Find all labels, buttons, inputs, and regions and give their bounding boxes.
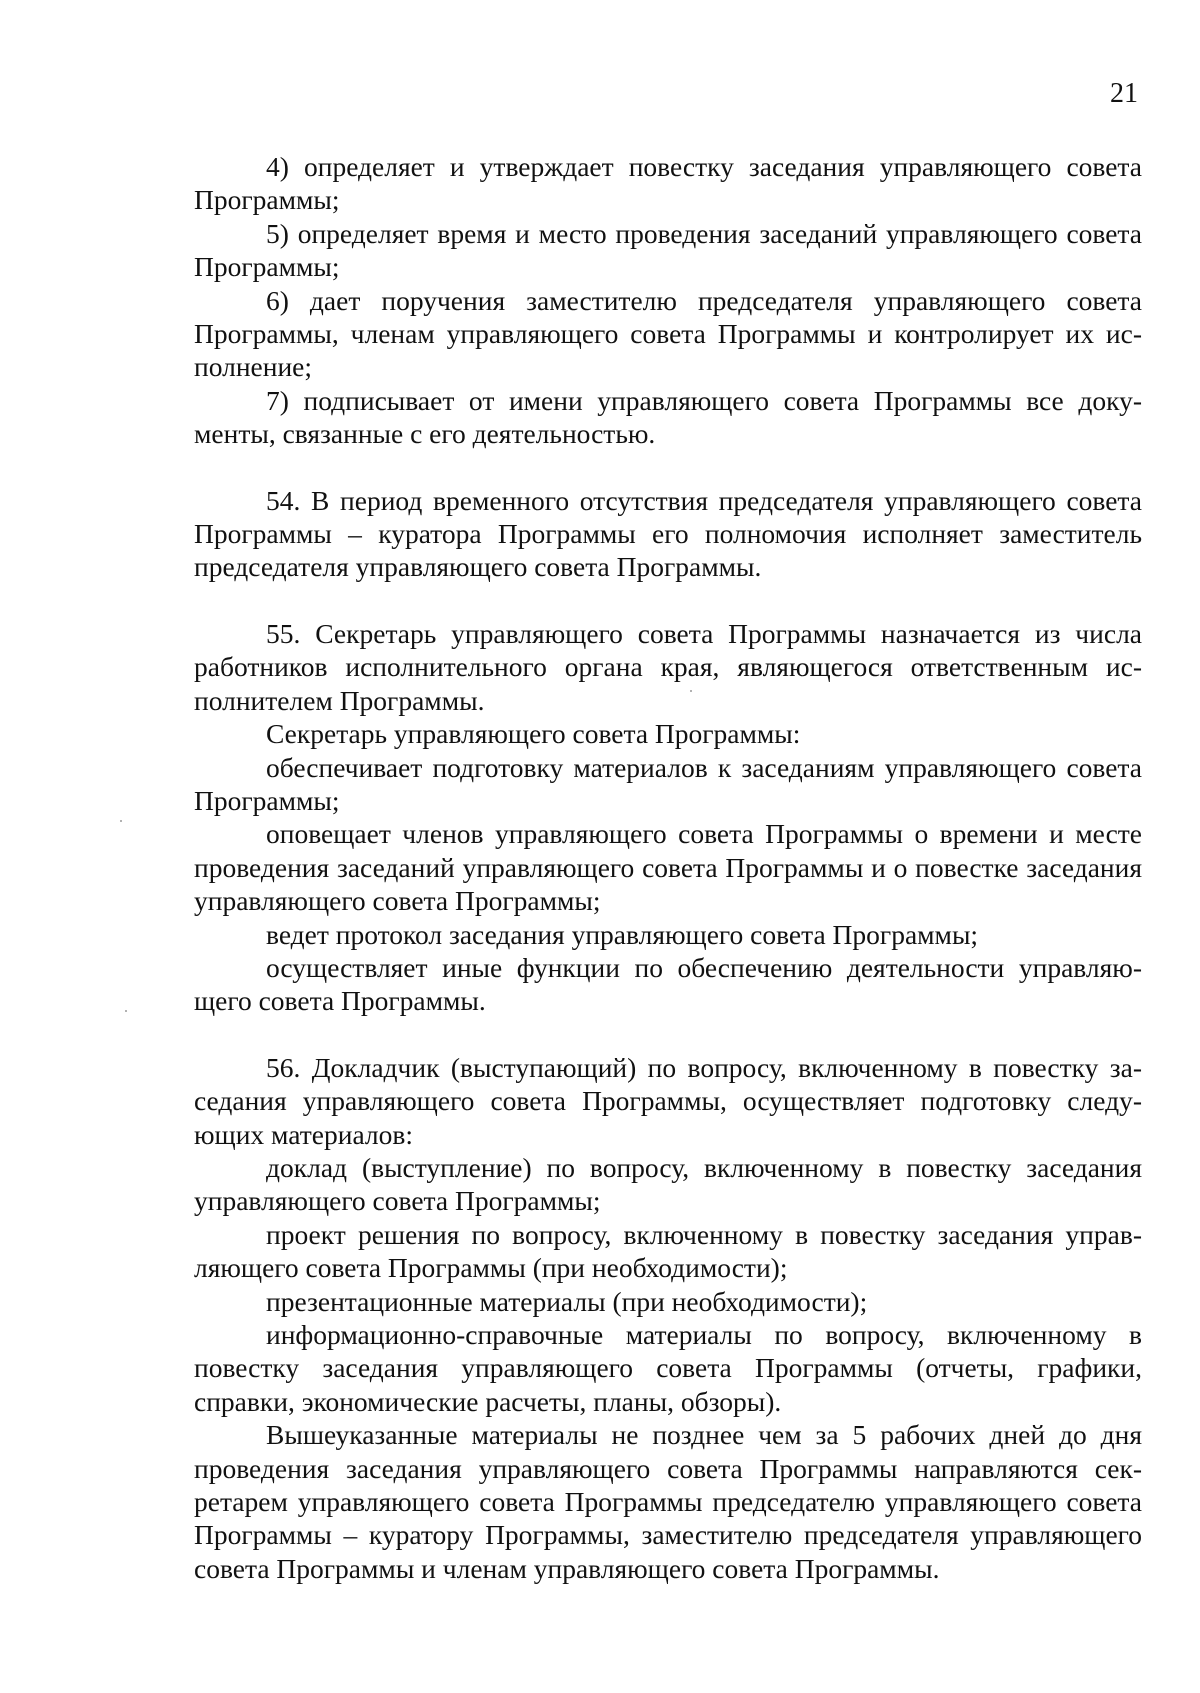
clause-55-duty-notify: оповещает членов управляющего совета Программы о времени и месте проведения заседаний управляющего совета Программы и о повестке заседания управляющего совета Программы; [194, 818, 1142, 917]
list-item-7: 7) подписывает от имени управляющего совета Программы все документы, связанные с его деятельностью. [194, 384, 1142, 450]
clause-55-secretary-heading: Секретарь управляющего совета Программы: [266, 718, 801, 750]
list-item-6: 6) дает поручения заместителю председателя управляющего совета Программы, членам управляющего совета Программы и контролирует их исполнение; [194, 284, 1142, 383]
list-item-4: 4) определяет и утверждает повестку заседания управляющего совета Программы; [194, 151, 1142, 216]
clause-56: 56. Докладчик (выступающий) по вопросу, включенному в повестку заседания управляющего совета Программы, осуществляет подготовку следующих материалов: [194, 1051, 1142, 1150]
scan-speck [120, 820, 122, 822]
clause-55-duty-materials: обеспечивает подготовку материалов к заседаниям управляющего совета Программы; [194, 751, 1142, 816]
page-number: 21 [1110, 78, 1138, 109]
scan-speck [125, 1010, 127, 1012]
clause-55-duty-other: осуществляет иные функции по обеспечению деятельности управляющего совета Программы. [194, 951, 1142, 1017]
clause-55-duty-protocol: ведет протокол заседания управляющего совета Программы; [266, 918, 979, 950]
document-body [194, 150, 1142, 1585]
list-item-5: 5) определяет время и место проведения заседаний управляющего совета Программы; [194, 217, 1142, 283]
clause-54: 54. В период временного отсутствия председателя управляющего совета Программы – куратора Программы его полномочия исполняет заместитель председателя управляющего совета Программы. [194, 484, 1142, 583]
clause-56-presentation: презентационные материалы (при необходимости); [266, 1285, 868, 1317]
clause-56-reference-materials: информационно-справочные материалы по вопросу, включенному в повестку заседания управляющего совета Программы (отчеты, графики, справки, экономические расчеты, планы, обзоры). [194, 1319, 1142, 1417]
clause-55: 55. Секретарь управляющего совета Программы назначается из числа работников исполнительного органа края, являющегося ответственным исполнителем Программы. [194, 617, 1142, 716]
clause-56-draft-decision: проект решения по вопросу, включенному в повестку заседания управляющего совета Программы (при необходимости); [194, 1218, 1142, 1284]
clause-56-deadline: Вышеуказанные материалы не позднее чем за 5 рабочих дней до дня проведения заседания управляющего совета Программы направляются секретарем управляющего совета Программы председателю управляющего совета Программы – куратору Программы, заместителю председателя управляющего совета Программы и членам управляющего совета Программы. [194, 1419, 1142, 1584]
clause-56-report: доклад (выступление) по вопросу, включенному в повестку заседания управляющего совета Программы; [194, 1151, 1142, 1217]
scan-speck [690, 690, 692, 692]
